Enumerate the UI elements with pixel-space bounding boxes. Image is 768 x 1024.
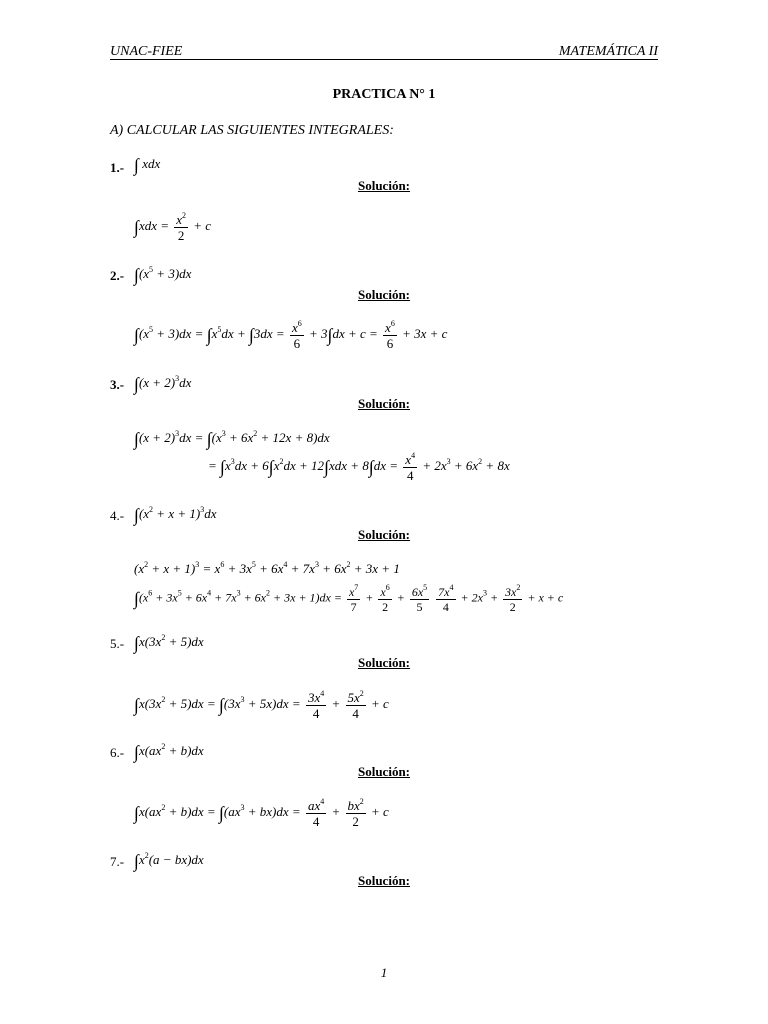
problem-3-solution-line-1: $\int(x + 2)^3dx = \int(x^3 + 6x^2 + 12x + 8)dx$	[134, 429, 330, 449]
problem-4-number: 4.-	[110, 508, 125, 523]
page-title: PRACTICA N° 1	[332, 87, 436, 102]
problem-5-solution: $\int x(3x^2 + 5)dx = \int(3x^3 + 5x)dx$ = $\frac{3x^4}{4}$ + $\frac{5x^2}{4}$ + c	[134, 689, 389, 721]
problem-6-solution: $\int x(ax^2 + b)dx = \int(ax^3 + bx)dx$ = $\frac{ax^4}{4}$ + $\frac{bx^2}{2}$ + c	[134, 797, 389, 829]
problem-3-solution-label: Solución:	[357, 396, 410, 411]
problem-2-solution-label: Solución:	[357, 287, 410, 302]
problem-5-number: 5.-	[110, 636, 125, 651]
problem-7-statement: $\int x^2(a - bx)dx$	[134, 851, 204, 871]
problem-5-solution-label: Solución:	[357, 655, 410, 670]
header-right: MATEMÁTICA II	[558, 44, 658, 59]
header-rule	[110, 59, 658, 60]
problem-7-number: 7.-	[110, 854, 125, 869]
problem-5-statement: $\int x(3x^2 + 5)dx$	[134, 633, 204, 653]
problem-1-number: 1.-	[110, 160, 125, 175]
section-heading: A) CALCULAR LAS SIGUIENTES INTEGRALES:	[110, 123, 394, 138]
problem-2-statement: $\int(x^5 + 3)dx$	[134, 265, 192, 285]
problem-6-number: 6.-	[110, 745, 125, 760]
header-left: UNAC-FIEE	[110, 44, 183, 59]
problem-6-solution-label: Solución:	[357, 764, 410, 779]
problem-2-number: 2.-	[110, 268, 125, 283]
problem-1-solution-label: Solución:	[357, 178, 410, 193]
problem-7-solution-label: Solución:	[357, 873, 410, 888]
problem-1-statement: ∫ xdx	[134, 155, 161, 175]
problem-3-number: 3.-	[110, 377, 125, 392]
page-number: 1	[380, 965, 388, 980]
problem-4-solution-line-2: $\int(x^6 + 3x^5 + 6x^4 + 7x^3 + 6x^2 + 3x + 1)dx$ = $\frac{x^7}{7}$ + $\frac{x^6}{2}$ + $\frac{6x^5}{5}$ $\frac{7x^4}{4}$ + $2x^3$ + $\frac{3x^2}{2}$ + x + c	[134, 583, 564, 614]
problem-4-solution-label: Solución:	[357, 527, 410, 542]
problem-3-solution-line-2: = $\int x^3dx + 6\int x^2dx + 12\int xdx + 8\int dx$ = $\frac{x^4}{4}$ + $2x^3 + 6x^2 + 8x$	[208, 451, 510, 483]
problem-3-statement: $\int(x + 2)^3dx$	[134, 374, 192, 394]
problem-4-solution-line-1: $(x^2 + x + 1)^3 = x^6 + 3x^5 + 6x^4 + 7x^3 + 6x^2 + 3x + 1$	[134, 560, 400, 576]
problem-4-statement: $\int(x^2 + x + 1)^3dx$	[134, 505, 217, 525]
problem-6-statement: $\int x(ax^2 + b)dx$	[134, 742, 204, 762]
problem-2-solution: $\int(x^5 + 3)dx = \int x^5dx + \int 3dx$ = $\frac{x^6}{6}$ + 3∫dx + c = $\frac{x^6}{6}$ + 3x + c	[134, 319, 448, 351]
problem-1-solution: ∫xdx = $\frac{x^2}{2}$ + c	[134, 211, 212, 243]
